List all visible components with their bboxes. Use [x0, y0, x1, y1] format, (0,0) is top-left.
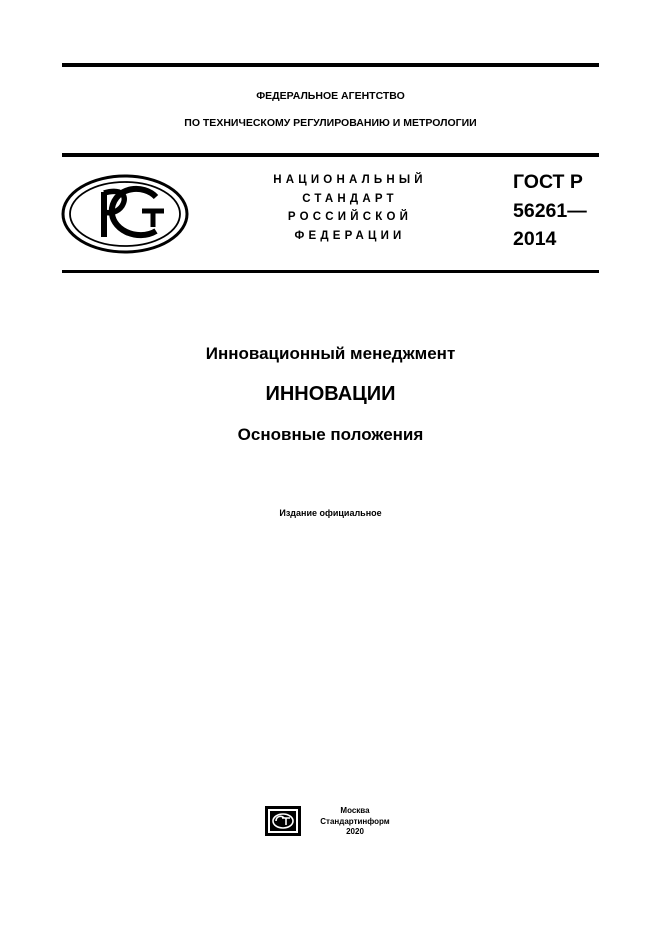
- rst-circle-logo-icon: [60, 174, 190, 254]
- standard-block-top-rule: [62, 153, 599, 157]
- gost-line-3: 2014: [513, 228, 557, 250]
- standartinform-logo-icon: [265, 806, 301, 836]
- edition-label: Издание официальное: [279, 508, 382, 518]
- gost-line-2: 56261—: [513, 199, 587, 222]
- national-line-4: ФЕДЕРАЦИИ: [294, 230, 406, 243]
- title-line-3: Основные положения: [237, 425, 424, 444]
- national-line-1: НАЦИОНАЛЬНЫЙ: [273, 174, 427, 186]
- gost-line-1: ГОСТ Р: [513, 171, 583, 193]
- publisher-year: 2020: [346, 827, 364, 836]
- agency-line-2: ПО ТЕХНИЧЕСКОМУ РЕГУЛИРОВАНИЮ И МЕТРОЛОГИИ: [184, 117, 477, 129]
- publisher-name: Стандартинформ: [320, 816, 390, 826]
- title-line-1: Инновационный менеджмент: [205, 344, 456, 363]
- title-line-2: ИННОВАЦИИ: [265, 383, 396, 405]
- national-standard-label: [230, 171, 470, 246]
- top-rule: [62, 63, 599, 67]
- standard-block-bottom-rule: [62, 270, 599, 273]
- publisher-city: Москва: [340, 806, 370, 815]
- national-line-2: СТАНДАРТ: [302, 192, 398, 205]
- publisher-block: [300, 806, 410, 838]
- agency-line-1: ФЕДЕРАЛЬНОЕ АГЕНТСТВО: [256, 90, 405, 102]
- national-line-3: РОССИЙСКОЙ: [287, 211, 413, 224]
- gost-identifier: [513, 168, 587, 254]
